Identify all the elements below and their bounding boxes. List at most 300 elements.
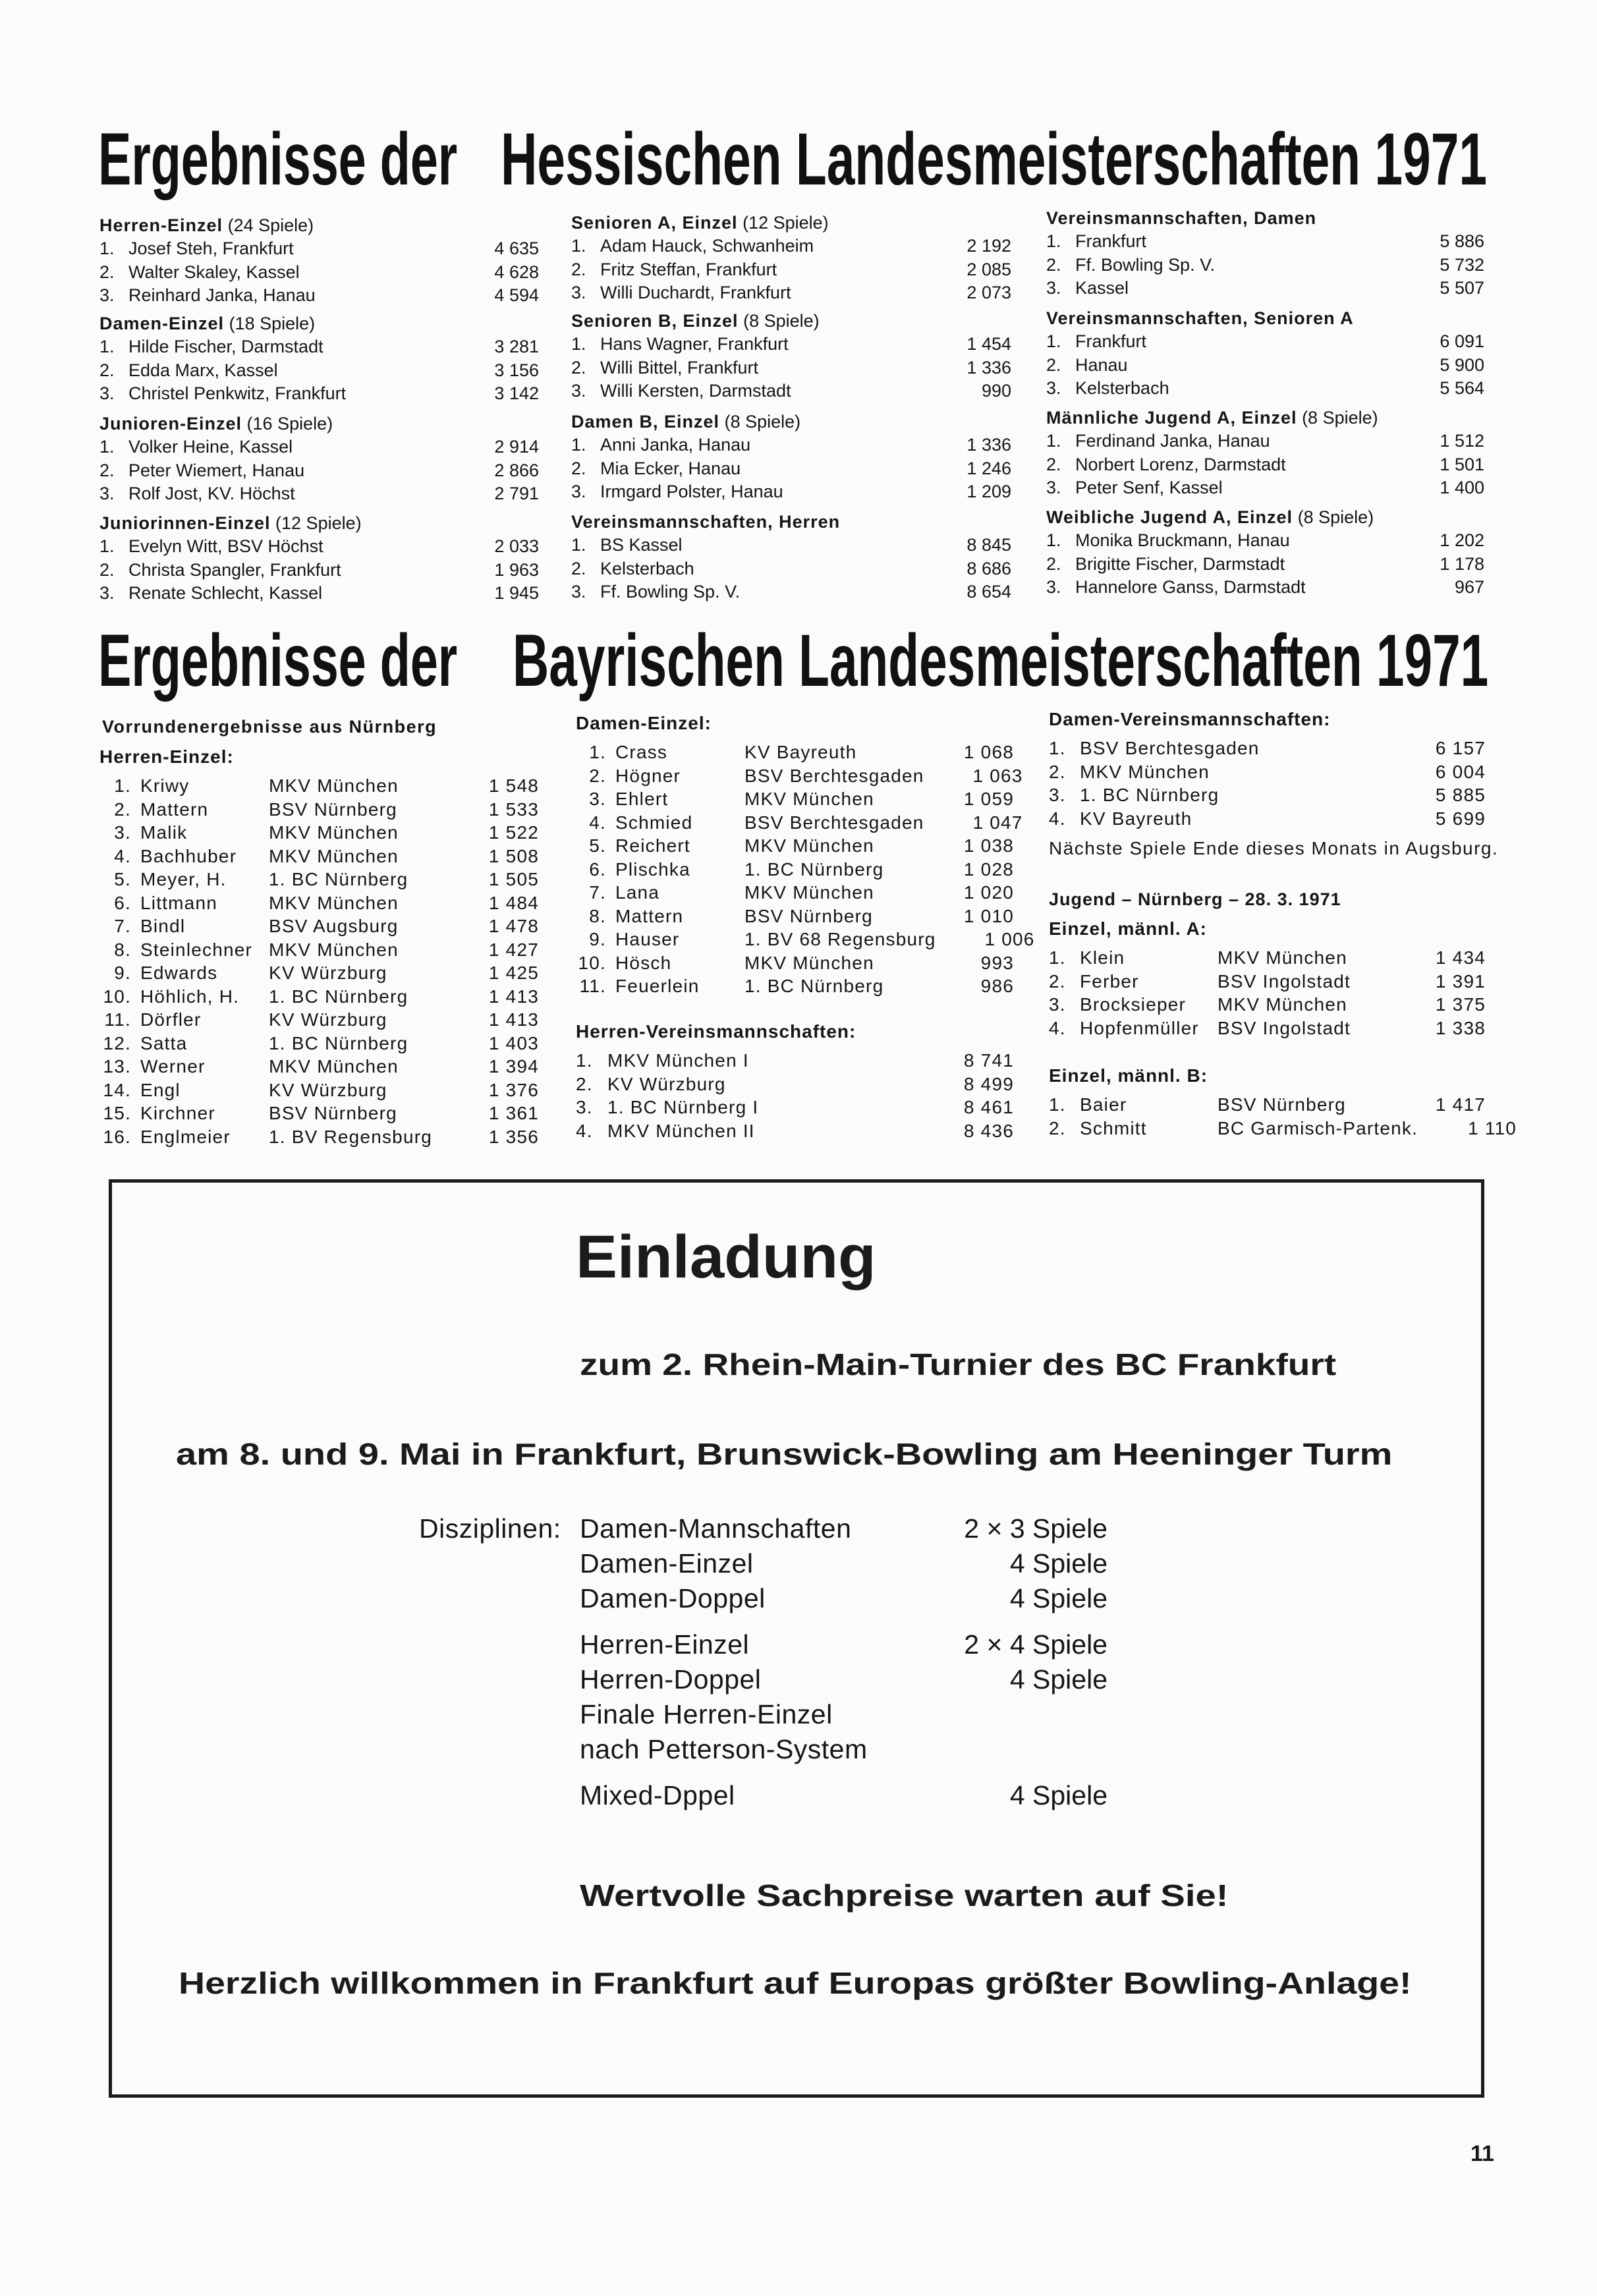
- score: 1 505: [488, 869, 539, 889]
- discipline-name: Damen-Doppel: [580, 1583, 766, 1613]
- table-row: [1049, 807, 1486, 831]
- table-row: [99, 582, 539, 605]
- name: Malik: [140, 822, 188, 843]
- club: BSV Ingolstadt: [1218, 970, 1351, 992]
- group-heading-label: Damen-Einzel:: [576, 713, 712, 733]
- name: Edwards: [140, 963, 218, 983]
- name: Christel Penkwitz, Frankfurt: [128, 383, 347, 403]
- rank: 1.: [99, 437, 115, 457]
- rank: 1.: [576, 1050, 593, 1071]
- table-row: [576, 834, 1014, 858]
- name: Kassel: [1075, 278, 1129, 298]
- score: 1 512: [1440, 431, 1484, 451]
- rank: 1.: [571, 535, 586, 555]
- score: 1 110: [1468, 1117, 1517, 1138]
- score: 1 533: [488, 798, 539, 820]
- next-games-note: Nächste Spiele Ende dieses Monats in Augsburg.: [1049, 838, 1499, 858]
- discipline-count: 4 Spiele: [1009, 1664, 1107, 1694]
- name: KV Bayreuth: [1080, 808, 1192, 829]
- score: 1 336: [967, 435, 1011, 455]
- rank: 2.: [99, 559, 115, 580]
- score: 1 417: [1435, 1094, 1486, 1115]
- name: Kirchner: [140, 1103, 215, 1123]
- table-row: [99, 482, 539, 506]
- score: 1 068: [963, 742, 1014, 762]
- club: 1. BC Nürnberg: [269, 986, 408, 1007]
- rank: 3.: [571, 482, 586, 501]
- table-row: [99, 845, 539, 868]
- table-row: [99, 359, 539, 383]
- club: KV Würzburg: [269, 1079, 387, 1100]
- table-row: [1046, 453, 1484, 477]
- name: Hanau: [1075, 354, 1128, 375]
- table-row: [571, 356, 1011, 380]
- table-row: [576, 928, 1035, 951]
- name: Peter Wiemert, Hanau: [128, 460, 305, 480]
- group-heading: [99, 412, 539, 435]
- name: Walter Skaley, Kassel: [128, 262, 300, 282]
- rank: 2.: [576, 1073, 593, 1094]
- rank: 3.: [99, 383, 115, 403]
- rank: 9.: [114, 963, 131, 983]
- club: MKV München: [269, 845, 399, 866]
- group-heading: [1046, 306, 1484, 330]
- table-row: [1046, 377, 1484, 401]
- club: MKV München: [269, 775, 399, 796]
- rank: 12.: [103, 1032, 131, 1053]
- name: Volker Heine, Kassel: [128, 437, 293, 457]
- club: BSV Nürnberg: [1218, 1094, 1346, 1115]
- score: 5 886: [1440, 231, 1484, 251]
- table-row: [571, 580, 1011, 604]
- club: MKV München: [744, 835, 874, 856]
- rank: 2.: [589, 765, 606, 786]
- name: Willi Bittel, Frankfurt: [600, 357, 759, 378]
- rank: 4.: [589, 812, 606, 833]
- name: Bachhuber: [140, 845, 237, 866]
- score: 1 336: [967, 357, 1011, 378]
- name: Mattern: [140, 798, 209, 820]
- table-row: [571, 457, 1011, 481]
- score: 5 699: [1435, 808, 1486, 829]
- rank: 4.: [1049, 1017, 1066, 1038]
- score: 1 356: [488, 1126, 539, 1147]
- name: KV Würzburg: [607, 1073, 726, 1094]
- table-row: [576, 881, 1014, 905]
- name: Peter Senf, Kassel: [1075, 478, 1223, 497]
- rank: 3.: [99, 583, 115, 603]
- group-heading-note: (8 Spiele): [1297, 507, 1374, 527]
- score: 8 499: [963, 1073, 1014, 1094]
- group-heading: [1049, 708, 1486, 737]
- table-row: [571, 434, 1011, 457]
- name: Frankfurt: [1075, 331, 1147, 351]
- table-row: [99, 774, 539, 798]
- name: Satta: [140, 1032, 188, 1053]
- score: 1 006: [984, 929, 1035, 949]
- table-row: [1046, 529, 1484, 553]
- club: BSV Berchtesgaden: [744, 765, 924, 786]
- club: MKV München: [744, 952, 874, 973]
- rank: 1.: [1046, 331, 1061, 351]
- rank: 2.: [1046, 553, 1061, 574]
- table-row: [99, 1055, 539, 1078]
- table-row: [576, 1096, 1014, 1119]
- score: 1 028: [963, 858, 1014, 880]
- score: 5 507: [1440, 278, 1484, 298]
- name: Brocksieper: [1080, 994, 1187, 1015]
- table-row: [576, 1119, 1014, 1143]
- name: Crass: [615, 742, 668, 762]
- score: 8 461: [963, 1097, 1014, 1117]
- rank: 2.: [571, 558, 586, 578]
- table-row: [1046, 553, 1484, 576]
- rank: 1.: [571, 334, 586, 354]
- rank: 3.: [99, 484, 115, 503]
- table-row: [571, 379, 1011, 403]
- table-row: [99, 559, 539, 582]
- score: 1 484: [488, 892, 539, 913]
- name: Höhlich, H.: [140, 986, 240, 1007]
- score: 8 686: [967, 558, 1011, 578]
- rank: 1.: [1046, 530, 1061, 550]
- table-row: [1046, 277, 1484, 300]
- rank: 7.: [589, 882, 606, 903]
- name: Brigitte Fischer, Darmstadt: [1075, 553, 1285, 574]
- score: 993: [980, 952, 1014, 973]
- name: Kelsterbach: [600, 558, 694, 578]
- table-row: [1049, 1117, 1517, 1140]
- score: 2 085: [967, 259, 1011, 279]
- rank: 1.: [571, 236, 586, 256]
- invitation-title: Einladung: [576, 1223, 876, 1291]
- group-heading: [99, 312, 539, 335]
- name: Baier: [1080, 1094, 1127, 1115]
- score: 2 073: [967, 283, 1011, 302]
- club: BSV Nürnberg: [744, 905, 873, 926]
- table-row: [1049, 946, 1486, 970]
- score: 2 033: [494, 536, 539, 556]
- score: 3 156: [494, 360, 539, 380]
- rank: 2.: [571, 357, 586, 378]
- results-group: [99, 745, 539, 1148]
- name: Engl: [140, 1079, 181, 1100]
- discipline-count: 2 × 3 Spiele: [964, 1513, 1107, 1544]
- rank: 3.: [1046, 577, 1061, 597]
- club: MKV München: [269, 1056, 399, 1077]
- score: 1 434: [1435, 947, 1486, 968]
- rank: 2.: [1049, 761, 1066, 782]
- discipline-count: 4 Spiele: [1009, 1780, 1107, 1810]
- group-heading-label: Damen-Vereinsmannschaften:: [1049, 709, 1331, 729]
- club: BC Garmisch-Partenk.: [1218, 1117, 1418, 1138]
- group-heading-label: Vereinsmannschaften, Herren: [571, 512, 841, 532]
- group-heading-note: (12 Spiele): [742, 213, 829, 233]
- results-group: [576, 1020, 1014, 1142]
- group-heading: [571, 510, 1011, 534]
- name: Ehlert: [615, 789, 669, 809]
- score: 1 548: [488, 775, 539, 796]
- score: 1 376: [488, 1079, 539, 1100]
- rank: 10.: [103, 986, 131, 1007]
- group-heading: [571, 211, 1011, 235]
- score: 2 791: [494, 484, 539, 503]
- group-heading-note: (8 Spiele): [724, 412, 801, 432]
- name: Hannelore Ganss, Darmstadt: [1075, 577, 1306, 597]
- name: Högner: [615, 765, 681, 786]
- table-row: [99, 914, 539, 938]
- rank: 11.: [579, 976, 606, 996]
- table-row: [1046, 230, 1484, 254]
- group-heading: [571, 410, 1011, 434]
- club: BSV Ingolstadt: [1218, 1017, 1351, 1038]
- score: 8 845: [967, 535, 1011, 555]
- rank: 9.: [589, 929, 606, 949]
- table-row: [99, 284, 539, 308]
- group-heading-note: (16 Spiele): [246, 414, 333, 434]
- score: 1 246: [967, 458, 1011, 478]
- name: Ferber: [1080, 970, 1139, 992]
- name: Reichert: [615, 835, 690, 856]
- table-row: [1049, 1093, 1486, 1117]
- name: Willi Duchardt, Frankfurt: [600, 283, 791, 302]
- score: 1 413: [488, 1009, 539, 1030]
- table-row: [576, 951, 1014, 975]
- name: Hauser: [615, 929, 680, 949]
- prizes-line: Wertvolle Sachpreise warten auf Sie!: [580, 1878, 1229, 1913]
- rank: 1.: [571, 435, 586, 455]
- group-heading: [1046, 406, 1484, 430]
- score: 1 963: [494, 559, 539, 580]
- table-row: [571, 480, 1011, 504]
- rank: 2.: [1046, 354, 1061, 375]
- table-row: [1046, 354, 1484, 378]
- discipline-name: Herren-Doppel: [580, 1664, 762, 1694]
- name: Renate Schlecht, Kassel: [128, 583, 323, 603]
- results-group: [576, 712, 1035, 998]
- score: 1 038: [963, 835, 1014, 856]
- score: 1 400: [1440, 478, 1484, 497]
- group-heading-label: Senioren A, Einzel: [571, 213, 738, 233]
- score: 1 413: [488, 986, 539, 1007]
- results-group: [99, 511, 539, 605]
- rank: 3.: [589, 789, 606, 809]
- rank: 5.: [589, 835, 606, 856]
- rank: 2.: [99, 262, 115, 282]
- score: 3 142: [494, 383, 539, 403]
- score: 5 564: [1440, 378, 1484, 398]
- rank: 6.: [114, 892, 131, 913]
- club: MKV München: [269, 822, 399, 843]
- group-heading: [99, 213, 539, 237]
- discipline-name: nach Petterson-System: [580, 1734, 868, 1764]
- club: 1. BV Regensburg: [269, 1126, 433, 1147]
- name: Christa Spangler, Frankfurt: [128, 559, 341, 580]
- name: Lana: [615, 882, 660, 903]
- name: Hopfenmüller: [1080, 1017, 1199, 1038]
- rank: 1.: [1046, 431, 1061, 451]
- club: 1. BC Nürnberg: [744, 976, 884, 996]
- score: 1 478: [488, 916, 539, 936]
- jugend-heading: Jugend – Nürnberg – 28. 3. 1971: [1049, 889, 1341, 909]
- table-row: [1046, 576, 1484, 600]
- name: Kriwy: [140, 775, 190, 796]
- group-heading: [99, 745, 539, 774]
- rank: 15.: [103, 1103, 131, 1123]
- score: 1 391: [1435, 970, 1486, 992]
- rank: 3.: [1049, 994, 1066, 1015]
- page-number: 11: [1471, 2141, 1494, 2166]
- name: Steinlechner: [140, 939, 253, 960]
- name: Littmann: [140, 892, 217, 913]
- results-group: [1049, 708, 1486, 830]
- rank: 1.: [1049, 1094, 1066, 1115]
- score: 5 732: [1440, 254, 1484, 275]
- rank: 14.: [103, 1079, 131, 1100]
- rank: 1.: [589, 742, 606, 762]
- name: Meyer, H.: [140, 869, 227, 889]
- rank: 2.: [99, 460, 115, 480]
- score: 1 020: [963, 882, 1014, 903]
- score: 2 866: [494, 460, 539, 480]
- vorrunde-heading: Vorrundenergebnisse aus Nürnberg: [102, 717, 437, 737]
- rank: 2.: [99, 360, 115, 380]
- group-heading-label: Herren-Vereinsmannschaften:: [576, 1021, 856, 1042]
- disziplinen-label: Disziplinen:: [419, 1513, 561, 1544]
- score: 8 654: [967, 582, 1011, 602]
- club: KV Bayreuth: [744, 742, 857, 762]
- group-heading-note: (24 Spiele): [227, 215, 314, 235]
- rank: 1.: [99, 337, 115, 356]
- invitation-date-place: am 8. und 9. Mai in Frankfurt, Brunswick-Bowling am Heeninger Turm: [176, 1437, 1393, 1471]
- welcome-line: Herzlich willkommen in Frankfurt auf Europas größter Bowling-Anlage!: [179, 1966, 1412, 2000]
- name: MKV München: [1080, 761, 1210, 782]
- name: Schmitt: [1080, 1117, 1147, 1138]
- club: MKV München: [269, 939, 399, 960]
- score: 6 004: [1435, 761, 1486, 782]
- rank: 3.: [576, 1097, 593, 1117]
- table-row: [99, 382, 539, 406]
- name: Dörfler: [140, 1009, 202, 1030]
- score: 1 361: [488, 1103, 539, 1123]
- results-group: [1049, 917, 1486, 1040]
- club: MKV München: [744, 789, 874, 809]
- table-row: [99, 335, 539, 359]
- table-row: [99, 1078, 539, 1102]
- club: BSV Augsburg: [269, 916, 399, 936]
- rank: 3.: [1046, 378, 1061, 398]
- score: 5 885: [1435, 785, 1486, 805]
- score: 1 454: [967, 334, 1011, 354]
- table-row: [99, 261, 539, 285]
- table-row: [1049, 760, 1486, 784]
- results-group: [99, 412, 539, 506]
- group-heading-label: Damen B, Einzel: [571, 412, 720, 432]
- score: 1 522: [488, 822, 539, 843]
- rank: 3.: [1046, 278, 1061, 298]
- group-heading-label: Vereinsmannschaften, Damen: [1046, 208, 1317, 228]
- table-row: [99, 868, 539, 891]
- club: KV Würzburg: [269, 1009, 387, 1030]
- club: 1. BC Nürnberg: [269, 869, 408, 889]
- rank: 2.: [114, 798, 131, 820]
- invitation-box: [109, 1179, 1484, 2098]
- table-row: [99, 961, 539, 985]
- name: Klein: [1080, 947, 1125, 968]
- club: KV Würzburg: [269, 963, 387, 983]
- score: 1 338: [1435, 1017, 1486, 1038]
- group-heading: [99, 511, 539, 535]
- name: Mia Ecker, Hanau: [600, 458, 741, 478]
- score: 1 508: [488, 845, 539, 866]
- name: Werner: [140, 1056, 206, 1077]
- table-row: [571, 235, 1011, 258]
- table-row: [576, 787, 1014, 811]
- rank: 4.: [1049, 808, 1066, 829]
- name: BS Kassel: [600, 535, 683, 555]
- table-row: [576, 1073, 1014, 1096]
- table-row: [576, 905, 1014, 928]
- score: 4 628: [494, 262, 539, 282]
- score: 990: [981, 381, 1011, 401]
- group-heading: [576, 1020, 1014, 1049]
- name: Edda Marx, Kassel: [128, 360, 278, 380]
- discipline-name: Damen-Einzel: [580, 1548, 754, 1579]
- hessen-title-left: Ergebnisse der: [98, 118, 458, 200]
- score: 1 375: [1435, 994, 1486, 1015]
- score: 2 914: [494, 437, 539, 457]
- results-group: [571, 410, 1011, 504]
- rank: 8.: [589, 905, 606, 926]
- discipline-count: 2 × 4 Spiele: [964, 1629, 1107, 1660]
- results-group: [1046, 505, 1484, 600]
- club: 1. BC Nürnberg: [744, 858, 884, 880]
- results-group: [571, 211, 1011, 305]
- club: 1. BV 68 Regensburg: [744, 929, 936, 949]
- table-row: [99, 435, 539, 459]
- score: 6 091: [1440, 331, 1484, 351]
- club: MKV München: [1218, 947, 1347, 968]
- rank: 2.: [1049, 970, 1066, 992]
- rank: 3.: [1049, 785, 1066, 805]
- group-heading-label: Junioren-Einzel: [99, 414, 242, 434]
- name: Fritz Steffan, Frankfurt: [600, 259, 777, 279]
- club: MKV München: [1218, 994, 1347, 1015]
- table-row: [99, 798, 539, 822]
- name: Schmied: [615, 812, 693, 833]
- rank: 3.: [99, 285, 115, 305]
- rank: 4.: [114, 845, 131, 866]
- group-heading-note: (12 Spiele): [275, 513, 362, 533]
- table-row: [576, 764, 1023, 788]
- results-group: [1049, 1064, 1517, 1140]
- name: Hilde Fischer, Darmstadt: [128, 337, 323, 356]
- name: Ff. Bowling Sp. V.: [1075, 254, 1216, 275]
- name: Evelyn Witt, BSV Höchst: [128, 536, 323, 556]
- group-heading-label: Damen-Einzel: [99, 314, 225, 333]
- group-heading-label: Herren-Einzel:: [99, 746, 234, 767]
- score: 2 192: [967, 236, 1011, 256]
- table-row: [571, 557, 1011, 581]
- table-row: [99, 891, 539, 915]
- score: 1 209: [967, 482, 1011, 501]
- name: Adam Hauck, Schwanheim: [600, 236, 814, 256]
- club: BSV Nürnberg: [269, 1103, 397, 1123]
- rank: 1.: [1046, 231, 1061, 251]
- club: BSV Berchtesgaden: [744, 812, 924, 833]
- table-row: [576, 974, 1014, 998]
- table-row: [99, 1008, 539, 1032]
